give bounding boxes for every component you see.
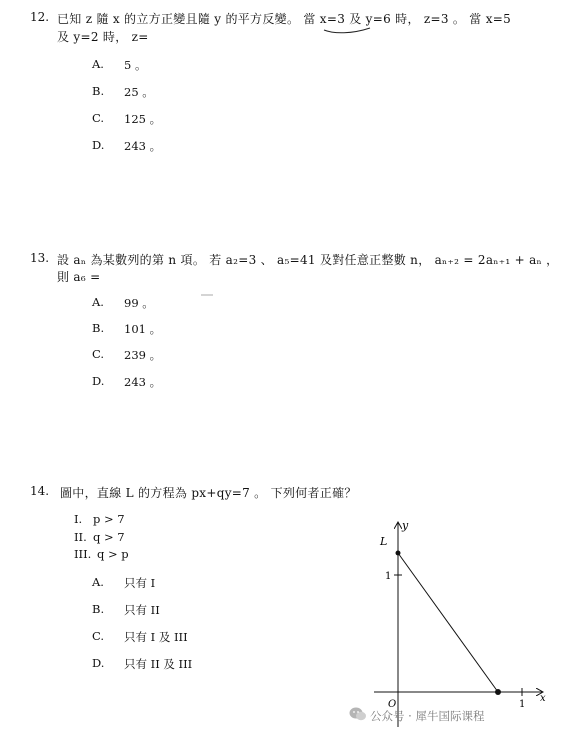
q12-option-c-value: 125 。 [124,112,162,126]
q14-option-a-letter: A. [92,575,104,589]
q14-statement-3-text: q > p [97,547,129,561]
q14-number: 14. [30,484,50,498]
q14-statement-1-num: I. [74,512,83,526]
q14-statement-2-num: II. [74,530,87,544]
q12-option-a-letter: A. [92,57,104,71]
q14-option-d-value: 只有 II 及 III [124,657,193,671]
x-tick-label: 1 [519,699,526,710]
q14-option-a-value: 只有 I [124,576,156,590]
q13-option-c-value: 239 。 [124,348,162,362]
q13-line2: 則 a₆ = [57,270,101,284]
x-axis-label: x [540,693,546,704]
q13-option-d-letter: D. [92,374,105,388]
q14-graph [356,515,556,735]
wechat-icon [349,706,367,722]
q14-option-d-letter: D. [92,656,105,670]
q12-option-d-value: 243 。 [124,139,162,153]
q14-line1: 圖中，直線 L 的方程為 px+qy=7 。 下列何者正確？ [60,486,357,500]
underline-scribble [322,22,372,36]
x-intercept-point [495,689,501,695]
line-l [398,553,498,692]
q12-option-d-letter: D. [92,138,105,152]
q12-line2: 及 y=2 時， z= [57,30,149,44]
watermark-text: 公众号 · 犀牛国际课程 [370,709,485,723]
line-label: L [380,535,388,548]
q12-option-c-letter: C. [92,111,105,125]
q12-option-b-letter: B. [92,84,105,98]
y-axis-label: y [402,519,409,532]
q14-statement-3-num: III. [74,547,92,561]
q12-option-a-value: 5 。 [124,58,147,72]
q12-option-b-value: 25 。 [124,85,154,99]
q14-option-c-letter: C. [92,629,105,643]
q12-number: 12. [30,10,50,24]
q12-line1: 已知 z 隨 x 的立方正變且隨 y 的平方反變。 當 x=3 及 y=6 時， z=3 。 當 x=5 [57,12,512,26]
q14-option-c-value: 只有 I 及 III [124,630,188,644]
y-tick-label: 1 [385,571,392,582]
q13-number: 13. [30,251,50,265]
q14-option-b-value: 只有 II [124,603,160,617]
q13-option-b-value: 101 。 [124,322,162,336]
q14-option-b-letter: B. [92,602,105,616]
q14-statement-1-text: p > 7 [93,512,125,526]
q13-option-b-letter: B. [92,321,105,335]
origin-label: O [388,699,397,710]
q13-option-d-value: 243 。 [124,375,162,389]
q13-option-c-letter: C. [92,347,105,361]
q13-line1: 設 aₙ 為某數列的第 n 項。 若 a₂=3 、 a₅=41 及對任意正整數 n， aₙ₊₂ = 2aₙ₊₁ + aₙ ， [57,253,559,267]
q13-option-a-value: 99 。 [124,296,154,310]
y-intercept-point [396,551,401,556]
q13-option-a-letter: A. [92,295,104,309]
q14-statement-2-text: q > 7 [93,530,125,544]
pencil-mark [200,293,214,297]
